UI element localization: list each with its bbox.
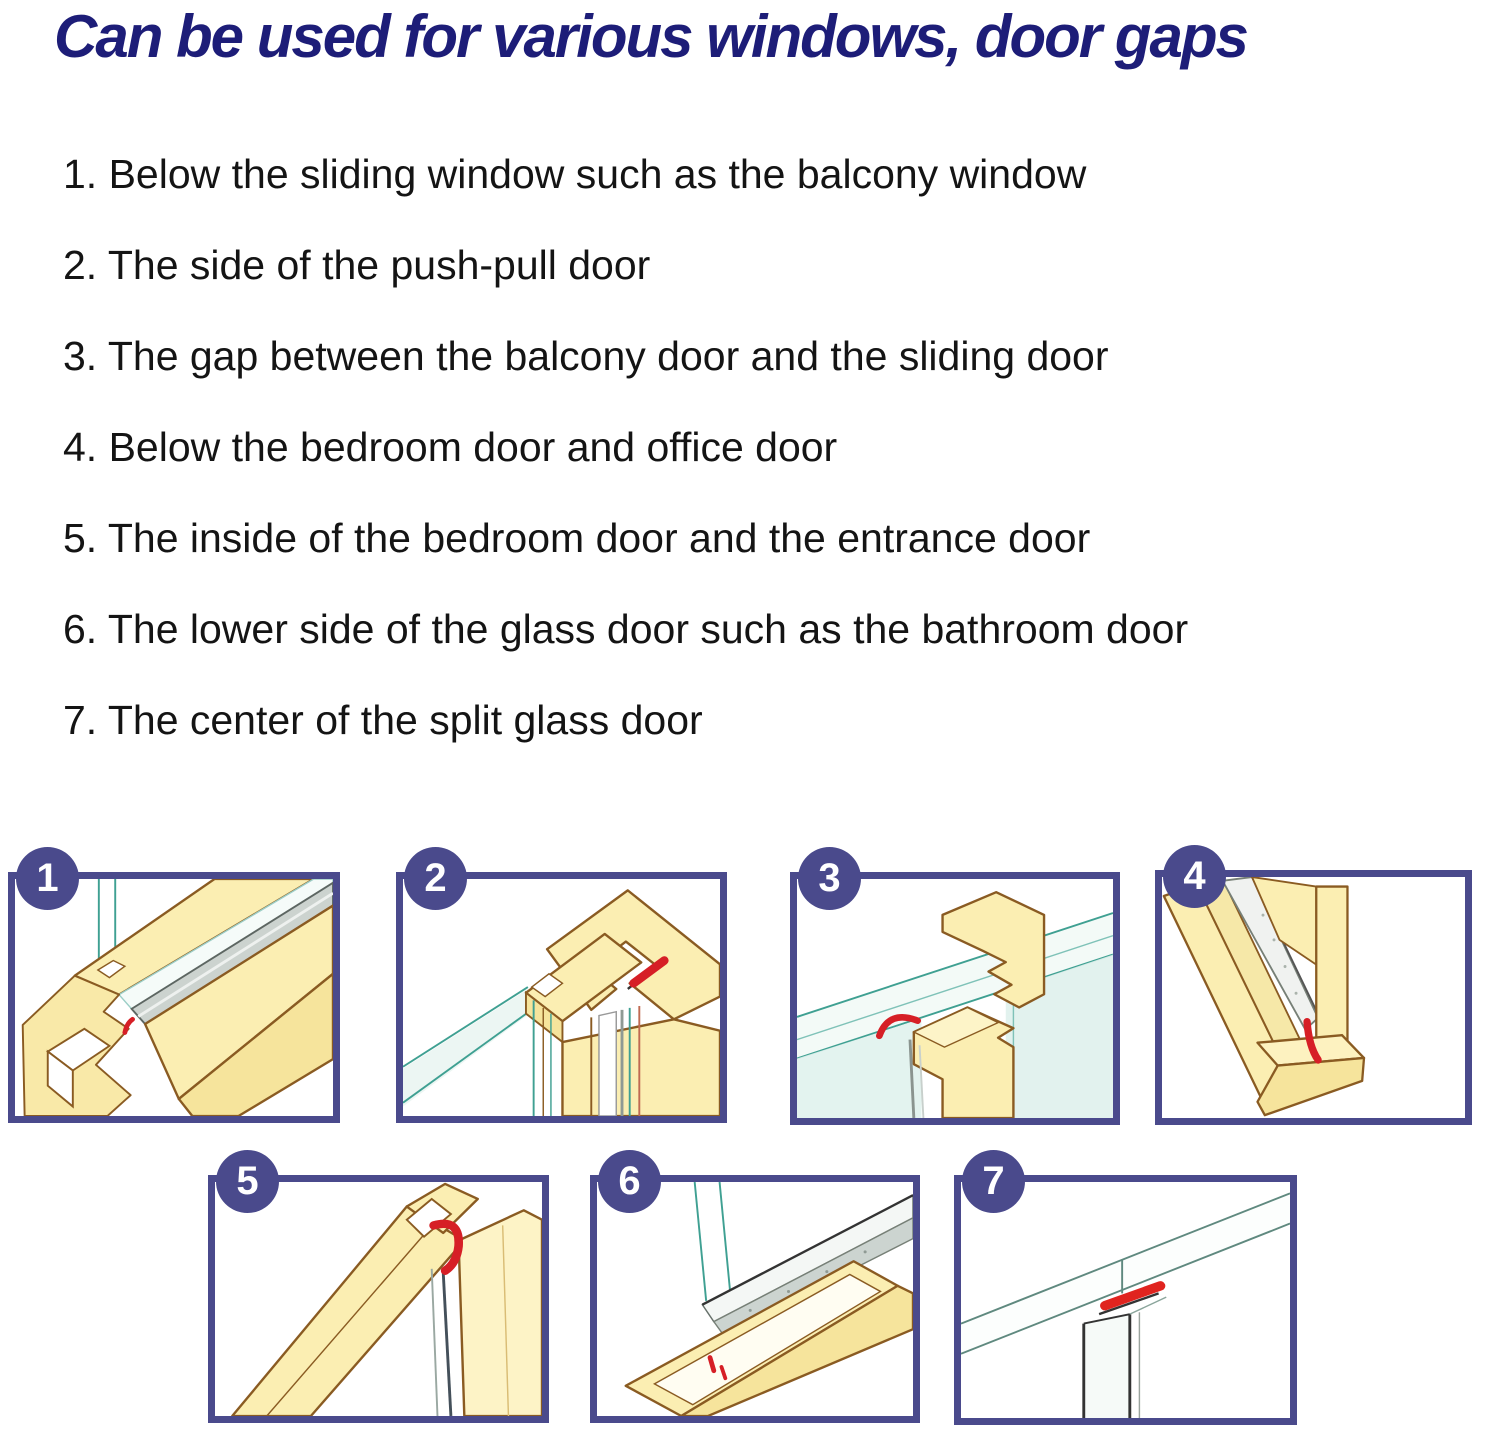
list-item-6: 6. The lower side of the glass door such as the bathroom door	[63, 606, 1189, 652]
figure-6-glass-door-lower-side	[590, 1159, 920, 1423]
list-item-1: 1. Below the sliding window such as the balcony window	[63, 151, 1087, 197]
figure-7-split-glass-door-center	[954, 1159, 1297, 1425]
figure-2-number-badge: 2	[404, 847, 467, 910]
use-case-list	[63, 149, 1188, 745]
list-item-5: 5. The inside of the bedroom door and the entrance door	[63, 515, 1091, 561]
figure-6-number-badge: 6	[598, 1150, 661, 1213]
figure-3-balcony-sliding-door-gap	[790, 856, 1120, 1125]
list-item-3: 3. The gap between the balcony door and the sliding door	[63, 333, 1109, 379]
figure-1-canvas	[15, 879, 333, 1116]
figure-1-sliding-window-track	[8, 856, 340, 1123]
figure-2-push-pull-door-side	[396, 856, 727, 1123]
page-title: Can be used for various windows, door gaps	[54, 3, 1247, 70]
door-bottom-threshold-illustration	[1162, 877, 1465, 1118]
list-item-7: 7. The center of the split glass door	[63, 697, 703, 743]
figure-3-number-badge: 3	[798, 847, 861, 910]
sliding-window-track-illustration	[15, 879, 333, 1116]
figure-7-canvas	[961, 1182, 1290, 1418]
glass-door-lower-side-illustration	[597, 1182, 913, 1416]
figure-6-canvas	[597, 1182, 913, 1416]
figure-5-number-badge: 5	[216, 1150, 279, 1213]
push-pull-door-side-illustration	[403, 879, 720, 1116]
figure-4-canvas	[1162, 877, 1465, 1118]
bedroom-door-inside-illustration	[215, 1182, 542, 1416]
figure-2-canvas	[403, 879, 720, 1116]
figure-5-canvas	[215, 1182, 542, 1416]
figure-4-door-bottom-threshold	[1155, 854, 1472, 1125]
figure-7-number-badge: 7	[962, 1150, 1025, 1213]
list-item-2: 2. The side of the push-pull door	[63, 242, 651, 288]
figure-1-number-badge: 1	[16, 847, 79, 910]
figure-5-bedroom-door-inside	[208, 1159, 549, 1423]
figure-3-canvas	[797, 879, 1113, 1118]
figure-4-number-badge: 4	[1163, 845, 1226, 908]
balcony-sliding-door-gap-illustration	[797, 879, 1113, 1118]
split-glass-door-center-illustration	[961, 1182, 1290, 1418]
list-item-4: 4. Below the bedroom door and office door	[63, 424, 838, 470]
